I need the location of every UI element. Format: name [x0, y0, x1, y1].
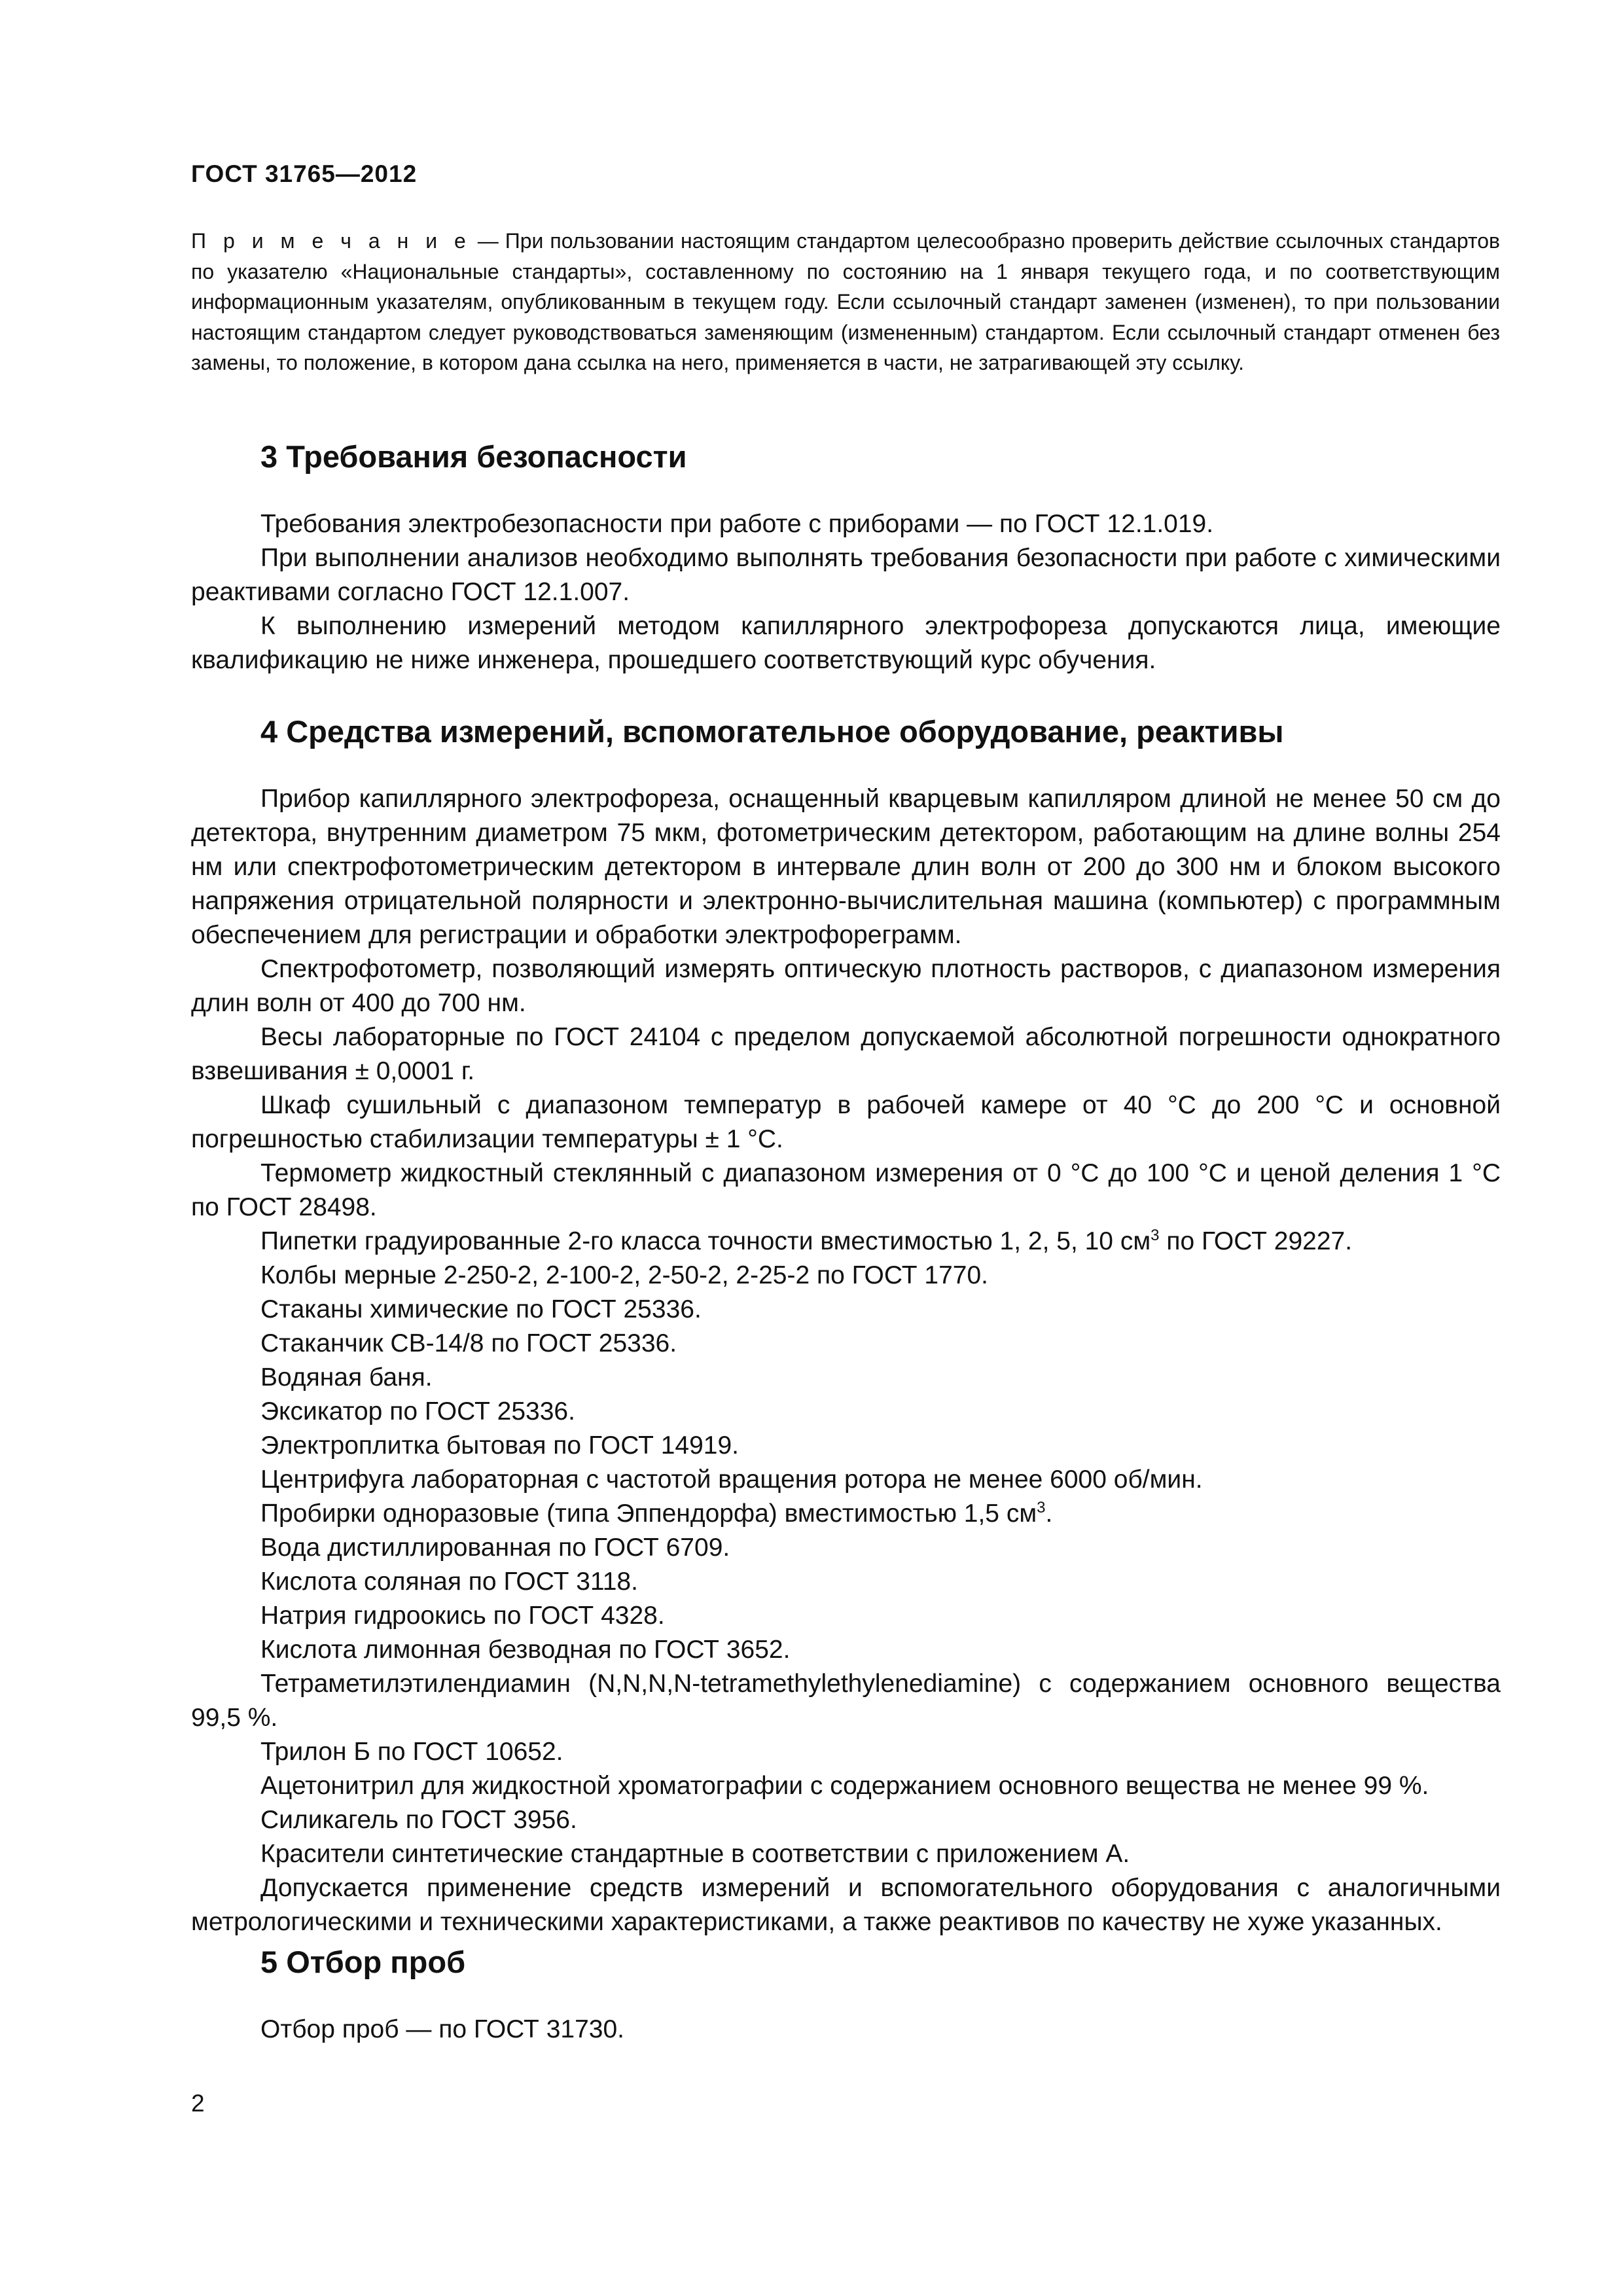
list-item: Тетраметилэтилендиамин (N,N,N,N-tetramethylethylenediamine) с содержанием основного вещества 99,5 %. — [191, 1670, 1501, 1732]
note-label: П р и м е ч а н и е — [191, 229, 471, 253]
section-4-heading: 4 Средства измерений, вспомогательное оборудование, реактивы — [260, 714, 1284, 749]
list-item: Кислота соляная по ГОСТ 3118. — [260, 1568, 638, 1596]
list-item: Пробирки одноразовые (типа Эппендорфа) вместимостью 1,5 $см^3$. — [260, 1499, 1053, 1528]
section-5-heading: 5 Отбор проб — [260, 1945, 466, 1979]
paragraph: Спектрофотометр, позволяющий измерять оптическую плотность растворов, с диапазоном измерения длин волн от 400 до 700 нм. — [191, 955, 1501, 1017]
list-item: Колбы мерные 2-250-2, 2-100-2, 2-50-2, 2-25-2 по ГОСТ 1770. — [260, 1261, 988, 1289]
list-item: Трилон Б по ГОСТ 10652. — [260, 1738, 563, 1766]
paragraph: Требования электробезопасности при работе с приборами — по ГОСТ 12.1.019. — [260, 510, 1214, 538]
list-item: Стаканы химические по ГОСТ 25336. — [260, 1295, 702, 1323]
list-item: Ацетонитрил для жидкостной хроматографии с содержанием основного вещества не менее 99 %. — [260, 1772, 1429, 1800]
paragraph: Термометр жидкостный стеклянный с диапазоном измерения от 0 °С до 100 °С и ценой деления 1 °С по ГОСТ 28498. — [191, 1159, 1501, 1221]
reference-note — [191, 226, 1500, 378]
list-item: Силикагель по ГОСТ 3956. — [260, 1806, 577, 1834]
list-item: Водяная баня. — [260, 1363, 433, 1391]
paragraph: Прибор капиллярного электрофореза, оснащенный кварцевым капилляром длиной не менее 50 см до детектора, внутренним диаметром 75 мкм, фотометрическим детектором, работающим на длине волны 254 нм или спектрофотометрическим детектором в интервале длин волн от 200 до 300 нм и блоком высокого напряжения отрицательной полярности и электронно-вычислительная машина (компьютер) с программным обеспечением для регистрации и обработки электрофореграмм. — [191, 785, 1501, 949]
paragraph: Шкаф сушильный с диапазоном температур в рабочей камере от 40 °С до 200 °С и основной погрешностью стабилизации температуры ± 1 °С. — [191, 1091, 1501, 1153]
document-header: ГОСТ 31765—2012 — [191, 160, 418, 187]
paragraph: Весы лабораторные по ГОСТ 24104 с пределом допускаемой абсолютной погрешности однократного взвешивания ± 0,0001 г. — [191, 1023, 1501, 1085]
paragraph: Допускается применение средств измерений и вспомогательного оборудования с аналогичными метрологическими и техническими характеристиками, а также реактивов по качеству не хуже указанных. — [191, 1874, 1501, 1936]
list-item: Натрия гидроокись по ГОСТ 4328. — [260, 1602, 665, 1630]
note-text: — При пользовании настоящим стандартом целесообразно проверить действие ссылочных стандартов по указателю «Национальные стандарты», составленному по состоянию на 1 января текущего года, и по соответствующим информационным указателям, опубликованным в текущем году. Если ссылочный стандарт заменен (изменен), то при пользовании настоящим стандартом следует руководствоваться заменяющим (измененным) стандартом. Если ссылочный стандарт отменен без замены, то положение, в котором дана ссылка на него, применяется в части, не затрагивающей эту ссылку. — [191, 229, 1501, 374]
paragraph: При выполнении анализов необходимо выполнять требования безопасности при работе с химическими реактивами согласно ГОСТ 12.1.007. — [191, 544, 1501, 606]
list-item: Центрифуга лабораторная с частотой вращения ротора не менее 6000 об/мин. — [260, 1465, 1203, 1494]
list-item: Красители синтетические стандартные в соответствии с приложением А. — [260, 1840, 1130, 1868]
list-item: Вода дистиллированная по ГОСТ 6709. — [260, 1534, 730, 1562]
section-3-body — [191, 507, 1501, 677]
list-item: Пипетки градуированные 2-го класса точности вместимостью 1, 2, 5, 10 $см^3$ по ГОСТ 29227. — [260, 1227, 1353, 1255]
paragraph: Отбор проб — по ГОСТ 31730. — [260, 2015, 624, 2043]
list-item: Стаканчик СВ-14/8 по ГОСТ 25336. — [260, 1329, 677, 1357]
section-3-heading: 3 Требования безопасности — [260, 439, 687, 474]
list-item: Электроплитка бытовая по ГОСТ 14919. — [260, 1431, 740, 1460]
section-5-body — [191, 2013, 1501, 2047]
list-item: Кислота лимонная безводная по ГОСТ 3652. — [260, 1636, 791, 1664]
section-4-body — [191, 782, 1501, 1939]
paragraph: К выполнению измерений методом капиллярного электрофореза допускаются лица, имеющие квалификацию не ниже инженера, прошедшего соответствующий курс обучения. — [191, 612, 1501, 674]
list-item: Эксикатор по ГОСТ 25336. — [260, 1397, 575, 1426]
page-number: 2 — [191, 2090, 205, 2117]
